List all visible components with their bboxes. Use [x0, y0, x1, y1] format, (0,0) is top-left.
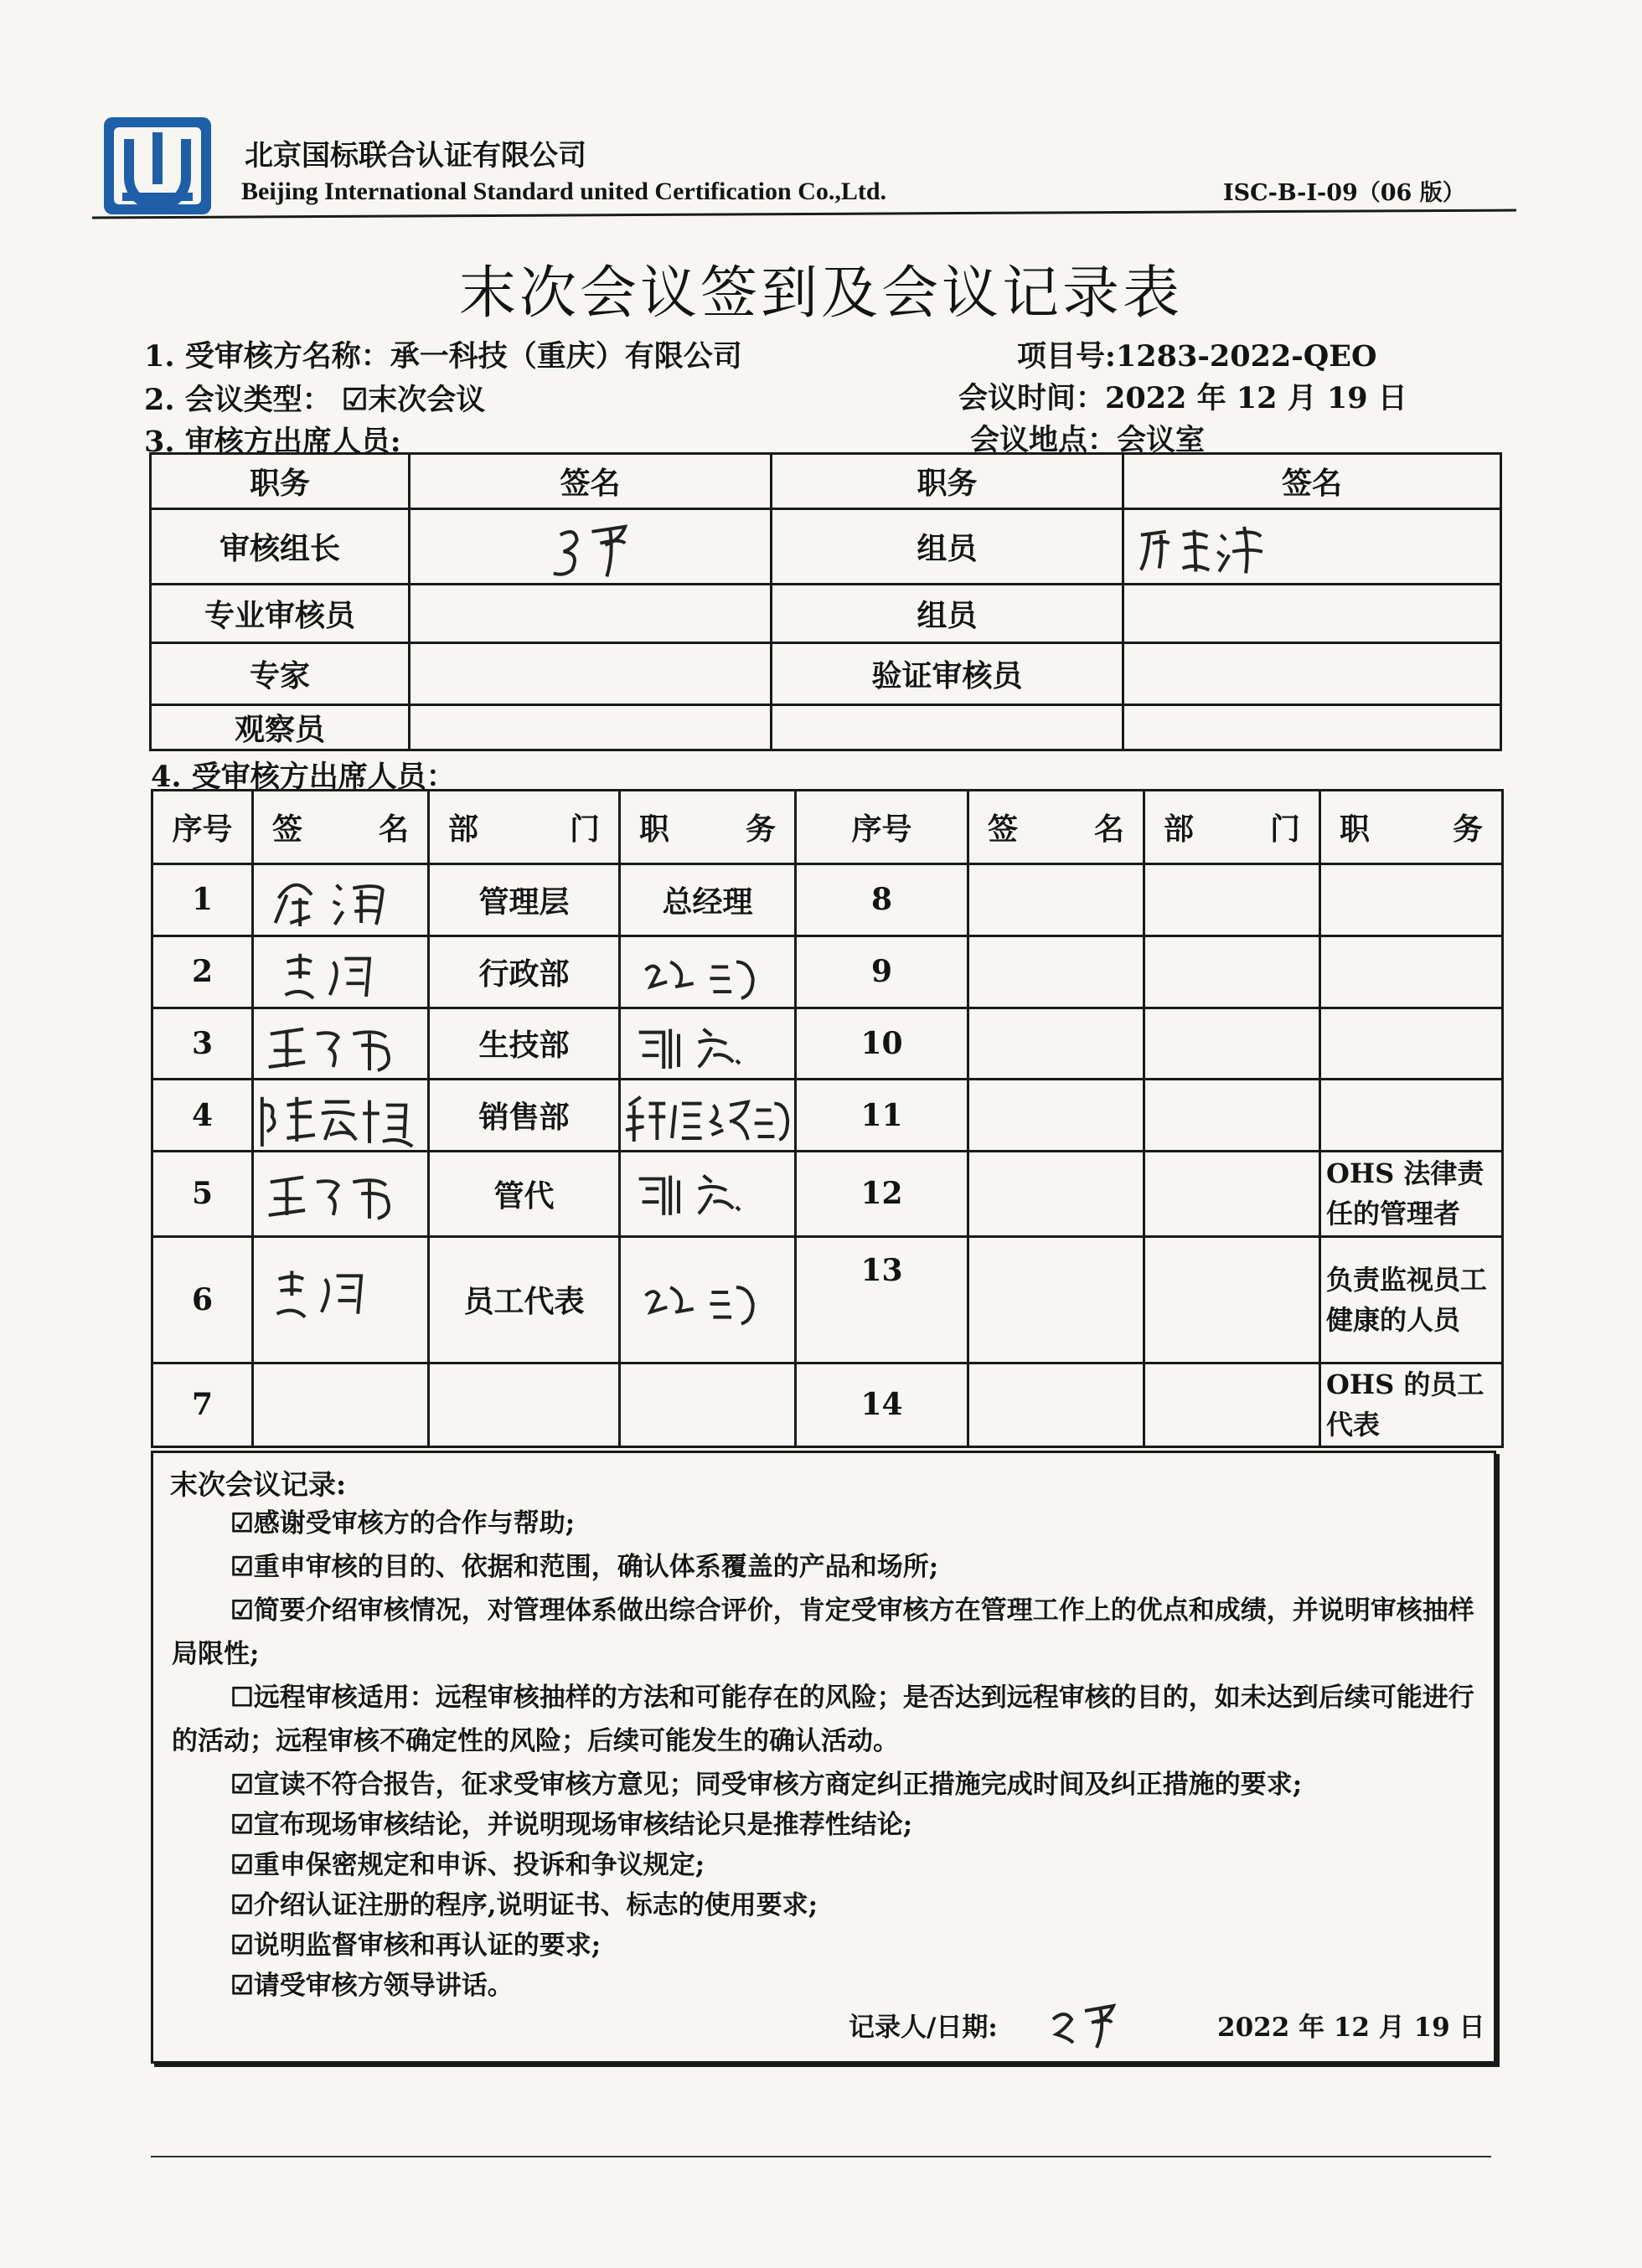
role-cell: OHS 法律责任的管理者 — [1320, 1152, 1503, 1237]
role-cell — [620, 936, 796, 1008]
dept-cell: 生技部 — [429, 1008, 620, 1080]
meeting-time: 会议时间：2022 年 12 月 19 日 — [958, 381, 1407, 415]
role-cell — [620, 1008, 796, 1080]
signature-cell — [253, 936, 429, 1008]
handwritten-signature-icon — [410, 510, 770, 583]
role-cell — [620, 1363, 796, 1446]
handwritten-signature-icon — [254, 1009, 427, 1079]
note-item: ☑宣读不符合报告，征求受审核方意见；同受审核方商定纠正措施完成时间及纠正措施的要求; — [230, 1770, 1303, 1800]
table-cell — [772, 705, 1123, 750]
meeting-notes-box — [151, 1451, 1496, 2064]
header-sign: 签 名 — [253, 791, 429, 864]
signature-cell — [253, 1008, 429, 1080]
notes-title: 末次会议记录: — [170, 1468, 347, 1501]
handwritten-role-icon — [621, 1238, 794, 1362]
dept-cell — [1144, 1363, 1320, 1446]
handwritten-role-icon — [621, 1009, 794, 1079]
recorder-date: 2022 年 12 月 19 日 — [1217, 2013, 1485, 2043]
role-cell — [1320, 1080, 1503, 1152]
seq-cell: 7 — [152, 1363, 253, 1446]
signature-cell — [253, 1152, 429, 1237]
signature-cell — [253, 1236, 429, 1363]
audit-team-table — [149, 452, 1502, 751]
dept-cell — [1144, 1080, 1320, 1152]
form-code: ISC-B-I-09（06 版） — [1223, 180, 1465, 206]
signature-cell — [968, 1363, 1144, 1446]
dept-cell: 员工代表 — [429, 1236, 620, 1363]
seq-cell: 1 — [152, 864, 253, 936]
dept-cell — [1144, 1236, 1320, 1363]
signature-cell — [968, 936, 1144, 1008]
table-cell: 组员 — [772, 509, 1123, 585]
seq-cell: 5 — [152, 1152, 253, 1237]
role-cell — [1320, 864, 1503, 936]
page-title: 末次会议签到及会议记录表 — [458, 260, 1183, 327]
role-cell — [1320, 1008, 1503, 1080]
handwritten-role-icon — [621, 1080, 794, 1150]
seq-cell: 9 — [796, 936, 968, 1008]
signature-cell — [968, 864, 1144, 936]
signature-cell — [410, 585, 772, 643]
seq-cell: 3 — [152, 1008, 253, 1080]
dept-cell: 管理层 — [429, 864, 620, 936]
seq-cell: 13 — [796, 1236, 968, 1363]
handwritten-signature-icon — [254, 937, 427, 1007]
table-row — [152, 1080, 1503, 1152]
meeting-type: 2. 会议类型： ☑末次会议 — [144, 383, 486, 417]
note-item: ☑重申保密规定和申诉、投诉和争议规定; — [230, 1850, 705, 1880]
dept-cell: 管代 — [429, 1152, 620, 1237]
table-row — [152, 936, 1503, 1008]
handwritten-signature-icon — [254, 1152, 427, 1235]
role-cell: OHS 的员工代表 — [1320, 1363, 1503, 1446]
seq-cell: 12 — [796, 1152, 968, 1237]
seq-cell: 10 — [796, 1008, 968, 1080]
header-signature: 签名 — [410, 454, 772, 509]
header-seq: 序号 — [152, 791, 253, 864]
seq-cell: 11 — [796, 1080, 968, 1152]
recorder-label: 记录人/日期: — [849, 2013, 998, 2043]
table-cell: 组员 — [772, 585, 1123, 643]
header-signature: 签名 — [1123, 454, 1501, 509]
handwritten-role-icon — [621, 937, 794, 1007]
note-item: ☑简要介绍审核情况，对管理体系做出综合评价，肯定受审核方在管理工作上的优点和成绩，并说明审核抽样局限性; — [172, 1595, 1474, 1669]
dept-cell — [1144, 864, 1320, 936]
table-row — [152, 864, 1503, 936]
signature-cell — [410, 705, 772, 750]
recorder-signature-icon — [1041, 1986, 1150, 2053]
dept-cell — [1144, 1008, 1320, 1080]
table-row — [152, 1363, 1503, 1446]
header-seq: 序号 — [796, 791, 968, 864]
company-logo-icon — [101, 114, 214, 218]
project-number: 项目号:1283-2022-QEO — [1017, 339, 1377, 374]
header-position: 职务 — [772, 454, 1123, 509]
dept-cell: 行政部 — [429, 936, 620, 1008]
signature-cell — [410, 643, 772, 705]
signature-cell — [1123, 585, 1501, 643]
letterhead — [101, 107, 1525, 220]
header-dept: 部 门 — [429, 791, 620, 864]
dept-cell — [1144, 1152, 1320, 1237]
signature-cell — [1123, 509, 1501, 585]
signature-cell — [968, 1080, 1144, 1152]
handwritten-signature-icon — [254, 865, 427, 935]
table-cell: 验证审核员 — [772, 643, 1123, 705]
note-item: ☑请受审核方领导讲话。 — [230, 1971, 514, 2001]
signature-cell — [1123, 705, 1501, 750]
role-cell — [1320, 936, 1503, 1008]
table-cell: 观察员 — [151, 705, 410, 750]
table-cell: 专业审核员 — [151, 585, 410, 643]
table-cell: 专家 — [151, 643, 410, 705]
auditee-attendees-table — [151, 789, 1504, 1448]
table-row — [152, 1152, 1503, 1237]
signature-cell — [968, 1008, 1144, 1080]
company-name-en: Beijing International Standard united Certification Co.,Ltd. — [241, 178, 887, 205]
footer-divider — [151, 2156, 1491, 2157]
dept-cell: 销售部 — [429, 1080, 620, 1152]
note-item: ☑重申审核的目的、依据和范围，确认体系覆盖的产品和场所; — [230, 1552, 939, 1582]
signature-cell — [968, 1152, 1144, 1237]
role-cell — [620, 1152, 796, 1237]
note-item: ☑感谢受审核方的合作与帮助; — [230, 1508, 576, 1539]
header-sign: 签 名 — [968, 791, 1144, 864]
signature-cell — [253, 1363, 429, 1446]
note-item: ☑宣布现场审核结论，并说明现场审核结论只是推荐性结论; — [230, 1810, 913, 1840]
handwritten-signature-icon — [254, 1238, 427, 1362]
role-cell: 负责监视员工健康的人员 — [1320, 1236, 1503, 1363]
role-cell: 总经理 — [620, 864, 796, 936]
signature-cell — [253, 1080, 429, 1152]
audit-attendees-label: 3. 审核方出席人员: — [144, 425, 401, 459]
header-dept: 部 门 — [1144, 791, 1320, 864]
company-name-cn: 北京国标联合认证有限公司 — [245, 139, 586, 173]
signature-cell — [968, 1236, 1144, 1363]
role-cell — [620, 1236, 796, 1363]
handwritten-signature-icon — [1124, 510, 1500, 583]
dept-cell — [429, 1363, 620, 1446]
seq-cell: 8 — [796, 864, 968, 936]
seq-cell: 2 — [152, 936, 253, 1008]
dept-cell — [1144, 936, 1320, 1008]
note-item: ☑说明监督审核和再认证的要求; — [230, 1930, 602, 1961]
seq-cell: 4 — [152, 1080, 253, 1152]
table-cell: 审核组长 — [151, 509, 410, 585]
table-row — [152, 1236, 1503, 1363]
table-row — [152, 1008, 1503, 1080]
signature-cell — [253, 864, 429, 936]
meeting-place: 会议地点：会议室 — [970, 423, 1206, 457]
seq-cell: 14 — [796, 1363, 968, 1446]
header-position: 职务 — [151, 454, 410, 509]
note-item: ☑介绍认证注册的程序,说明证书、标志的使用要求; — [230, 1890, 818, 1920]
signature-cell — [1123, 643, 1501, 705]
handwritten-signature-icon — [254, 1080, 427, 1150]
header-role: 职 务 — [1320, 791, 1503, 864]
auditee-name: 1. 受审核方名称：承一科技（重庆）有限公司 — [144, 339, 742, 374]
auditee-attendees-label: 4. 受审核方出席人员： — [151, 760, 456, 794]
seq-cell: 6 — [152, 1236, 253, 1363]
role-cell — [620, 1080, 796, 1152]
handwritten-role-icon — [621, 1152, 794, 1235]
header-role: 职 务 — [620, 791, 796, 864]
note-item: ☐远程审核适用：远程审核抽样的方法和可能存在的风险；是否达到远程审核的目的，如未达到后续可能进行的活动；远程审核不确定性的风险；后续可能发生的确认活动。 — [172, 1683, 1474, 1756]
signature-cell — [410, 509, 772, 585]
